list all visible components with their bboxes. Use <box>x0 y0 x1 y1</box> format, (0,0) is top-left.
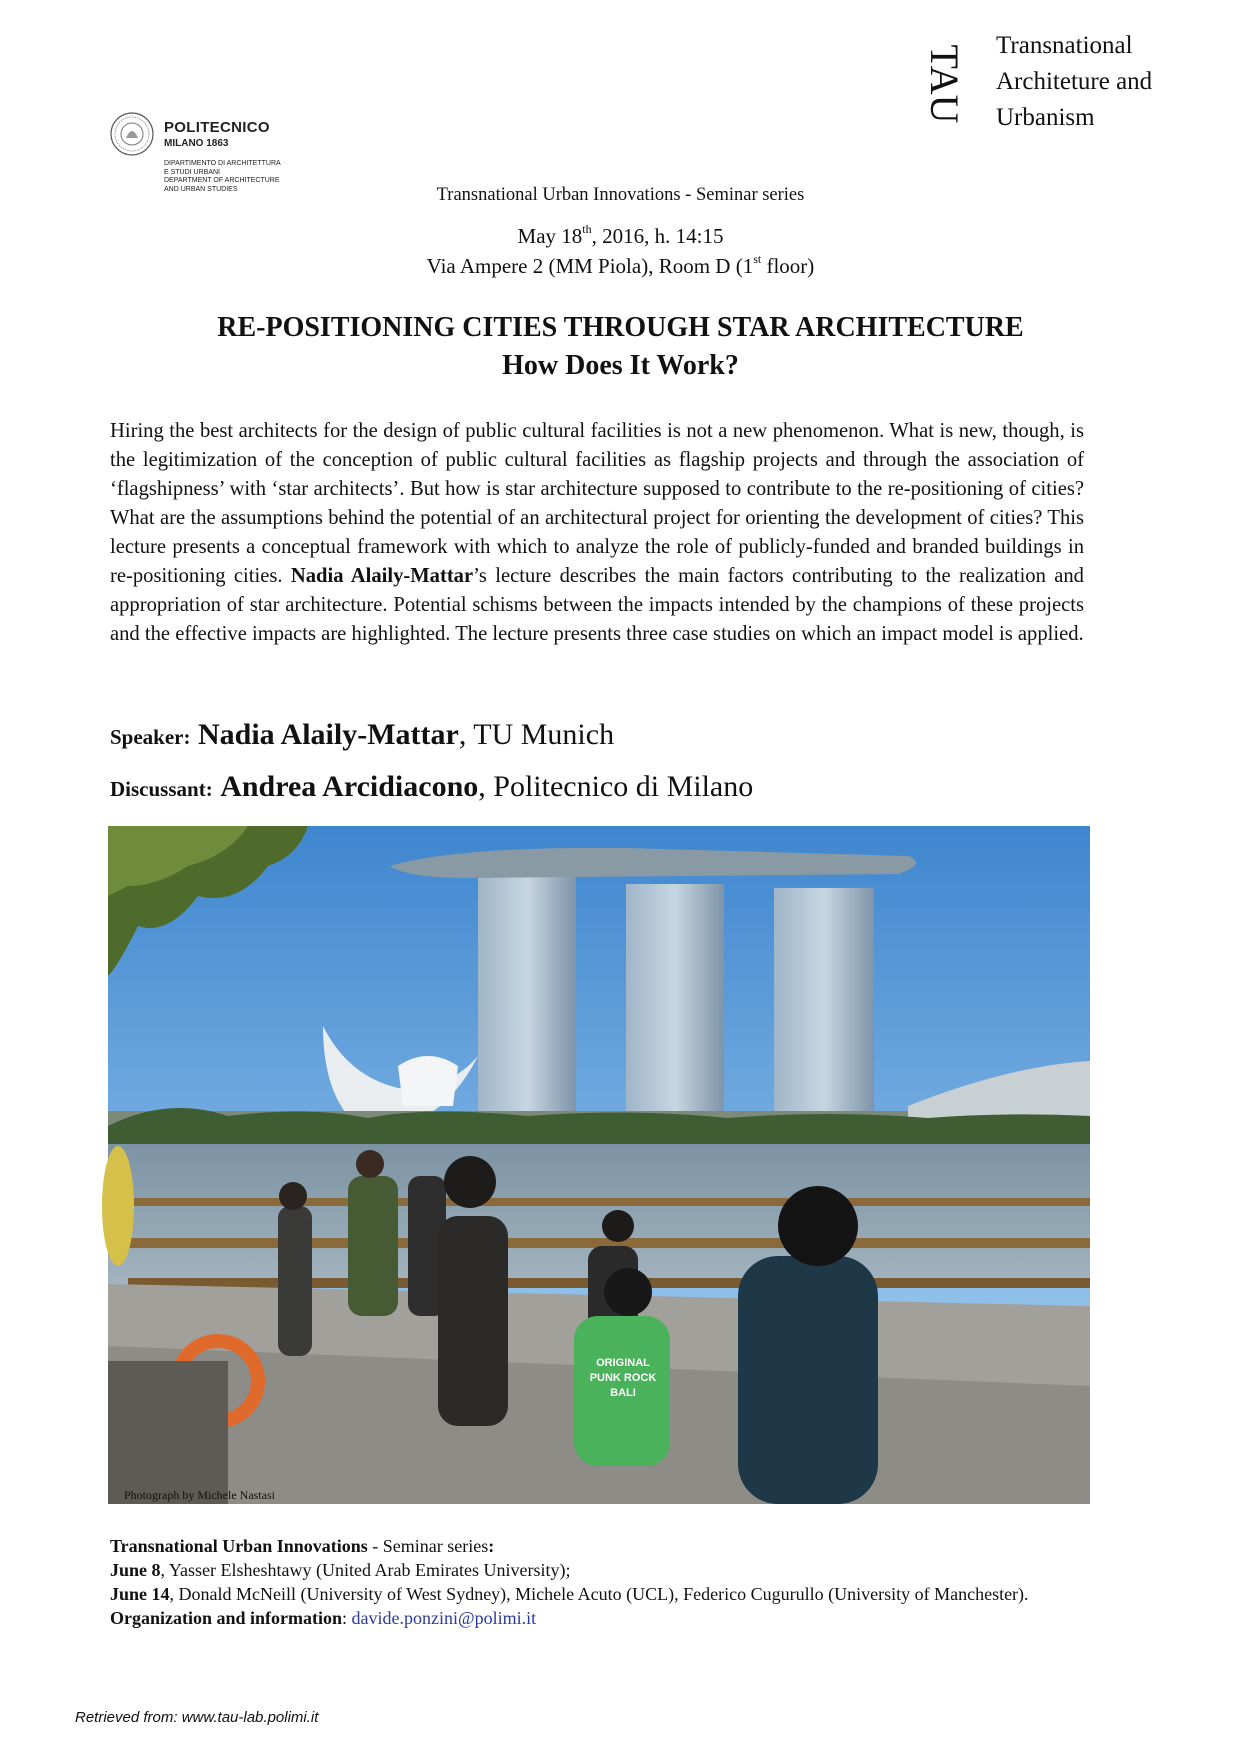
contact-email-link[interactable]: davide.ponzini@polimi.it <box>351 1608 537 1628</box>
lecture-title: RE-POSITIONING CITIES THROUGH STAR ARCHITECTURE <box>217 312 1024 343</box>
tau-line: Transnational <box>996 32 1133 59</box>
photo-credit: Photograph by Michele Nastasi <box>124 1488 275 1502</box>
dept-line: E STUDI URBANI <box>164 168 221 176</box>
abstract-speaker-name: Nadia Alaily-Mattar <box>290 565 474 587</box>
footer-event-line <box>110 1558 1110 1582</box>
abstract-text: Hiring the best architects for the design of public cultural facilities is not a new phenomenon. What is new, though, is the legitimization of the conception of public cultural facilities as flagship projects and through the association of ‘flagshipness’ with ‘star architects’. But how is star architecture supposed to contribute to the re-positioning of cities? What are the assumptions behind the potential of an architectural project for orienting the development of cities? This lecture presents a conceptual framework with which to analyze the role of publicly-funded and branded buildings in re-positioning cities. <box>110 420 1084 587</box>
footer-event-date: June 14 <box>110 1584 170 1604</box>
shirt-text-line: ORIGINAL <box>596 1357 650 1369</box>
retrieved-from-note: Retrieved from: www.tau-lab.polimi.it <box>75 1709 319 1726</box>
footer-event-date: June 8 <box>110 1560 161 1580</box>
abstract <box>110 417 1084 649</box>
dept-line: DEPARTMENT OF ARCHITECTURE <box>164 177 280 184</box>
tau-mark-text: TAU <box>921 44 967 124</box>
footer-event-text: , Donald McNeill (University of West Sydney), Michele Acuto (UCL), Federico Cugurullo (University of Manchester). <box>169 1584 1029 1604</box>
tau-mark-icon <box>920 34 967 134</box>
footer-series-text: - Seminar series <box>367 1536 489 1556</box>
politecnico-seal-icon <box>110 112 154 156</box>
footer-event-text: , Yasser Elsheshtawy (United Arab Emirates University); <box>160 1560 571 1580</box>
footer-org-label: Organization and information <box>110 1608 343 1628</box>
event-date <box>0 224 1241 249</box>
date-ordinal: th <box>582 222 592 236</box>
shirt-text-line: BALI <box>610 1387 636 1399</box>
tau-logo <box>920 28 1220 138</box>
tau-line: Architeture and <box>996 68 1153 95</box>
discussant-name: Andrea Arcidiacono <box>220 770 479 803</box>
politecnico-subtitle: MILANO 1863 <box>164 138 229 149</box>
discussant-line <box>110 770 753 804</box>
politecnico-name: POLITECNICO <box>164 119 270 136</box>
lecture-subtitle: How Does It Work? <box>502 350 739 381</box>
marina-bay-photo <box>108 826 1090 1504</box>
shirt-text-line: PUNK ROCK <box>589 1372 657 1384</box>
dept-line: DIPARTIMENTO DI ARCHITETTURA <box>164 160 281 167</box>
footer-series-colon: : <box>488 1536 495 1556</box>
event-venue <box>0 254 1241 279</box>
venue-text: Via Ampere 2 (MM Piola), Room D (1 <box>426 254 754 278</box>
footer-series-name: Transnational Urban Innovations <box>110 1536 368 1556</box>
venue-floor: floor) <box>761 254 815 278</box>
footer-info <box>110 1534 1110 1630</box>
politecnico-logo <box>110 112 300 192</box>
footer-org-colon: : <box>342 1608 352 1628</box>
discussant-label: Discussant: <box>110 777 213 801</box>
footer-event-line <box>110 1582 1110 1606</box>
speaker-label: Speaker: <box>110 725 191 749</box>
abstract-text: ’s lecture describes the main factors contributing to the realization and appropriation of star architecture. Potential schisms between the impacts intended by the champions of these projects and the effective impacts are highlighted. The lecture presents three case studies on which an impact model is applied. <box>110 565 1084 645</box>
series-title: Transnational Urban Innovations - Seminar series <box>436 185 805 205</box>
speaker-line <box>110 718 614 752</box>
speaker-name: Nadia Alaily-Mattar <box>198 718 459 751</box>
venue-ordinal: st <box>753 252 762 266</box>
date-time: , 2016, h. 14:15 <box>591 224 724 248</box>
footer-org-line <box>110 1606 1110 1630</box>
footer-series-line <box>110 1534 1110 1558</box>
speaker-affiliation: , TU Munich <box>458 718 615 751</box>
tau-line: Urbanism <box>996 104 1095 131</box>
tau-wordmark <box>996 28 1152 136</box>
dept-line: AND URBAN STUDIES <box>164 185 238 193</box>
photo-illustration <box>108 826 1090 1504</box>
discussant-affiliation: , Politecnico di Milano <box>478 770 754 803</box>
date-text: May 18 <box>517 224 583 248</box>
